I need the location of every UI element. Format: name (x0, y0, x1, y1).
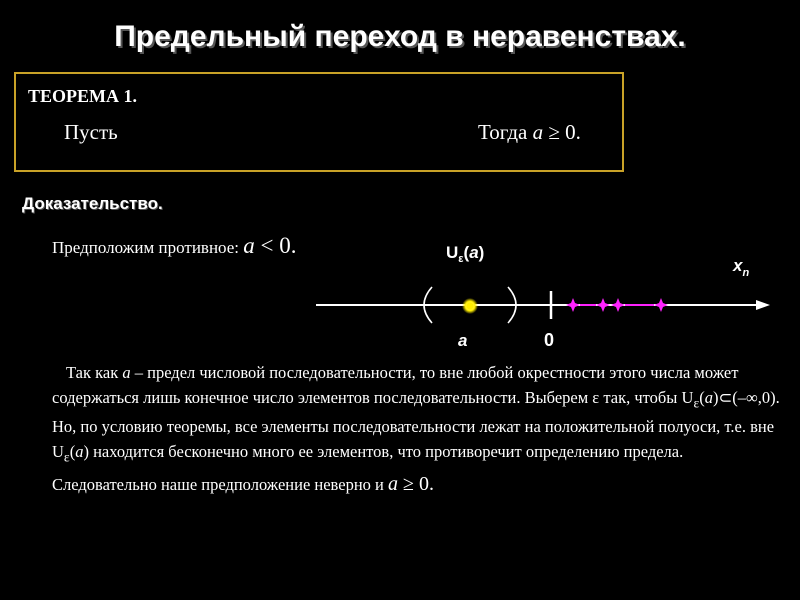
assumption-var: a (243, 233, 255, 258)
body-var-a: a (122, 363, 131, 382)
neighborhood-close: ) (478, 243, 485, 262)
point-a-marker (467, 303, 474, 310)
assumption-rel: < 0. (254, 233, 297, 258)
body-var-a: a (75, 442, 84, 462)
body-text-2: – предел числовой последовательности, то вне любой окрестности этого числа может содержаться лишь конечное число элементов последовательности. Выберем ε так, чтобы U (52, 363, 739, 408)
zero-label: 0 (544, 330, 555, 350)
body-sub-eps: ε (63, 449, 70, 465)
conclusion-var: a (532, 120, 544, 144)
neighborhood-open: ( (463, 243, 470, 262)
theorem-label: ТЕОРЕМА 1. (28, 86, 138, 106)
body-var-a: a (387, 472, 398, 495)
sequence-label (732, 256, 749, 279)
sequence-x: x (733, 256, 743, 275)
sequence-point (654, 298, 668, 312)
body-sub-eps: ε (693, 395, 700, 411)
conclusion-word: Тогда (478, 120, 528, 144)
conclusion-rel: ≥ 0. (543, 120, 581, 144)
body-text-5: ( (69, 442, 76, 462)
neighborhood-u: U (446, 243, 459, 262)
body-text-1: Так как (66, 363, 123, 382)
body-text-3: ( (699, 388, 705, 408)
neighborhood-var: a (469, 243, 479, 262)
assumption-text: Предположим противное: (52, 238, 244, 257)
body-conclusion (388, 473, 434, 495)
slide-title: Предельный переход в неравенствах. (114, 20, 686, 53)
proof-heading: Доказательство. (22, 194, 163, 213)
proof-body (52, 360, 792, 499)
neighborhood-eps: ε (458, 253, 464, 265)
body-text-6: ) находится бесконечно много ее элементов, что противоречит определению предела. Следовательно наше предположение неверно и (52, 442, 684, 494)
sequence-n: n (742, 267, 750, 279)
sequence-point (566, 298, 580, 312)
body-text-7: ≥ 0. (397, 472, 434, 495)
axis-arrow-icon (756, 300, 770, 310)
theorem-hypothesis: Пусть (64, 120, 118, 144)
point-a-label: a (458, 331, 468, 350)
neighborhood-label (446, 243, 484, 265)
body-var-a: a (704, 388, 713, 408)
sequence-point (611, 298, 625, 312)
body-text-4: )⊂(–∞,0). Но, по условию теоремы, все элементы последовательности лежат на положительной полуоси, т.е. вне U (52, 388, 780, 462)
sequence-point (596, 298, 610, 312)
